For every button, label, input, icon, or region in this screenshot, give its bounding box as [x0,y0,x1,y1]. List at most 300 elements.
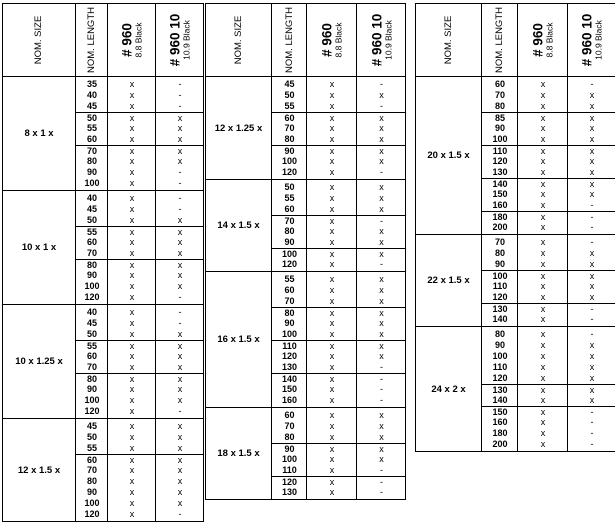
grade-8-8-cell: x [129,362,135,372]
grade-10-9-cell: x [589,179,595,189]
table-row [76,362,204,373]
length-cell: 45 [86,204,97,214]
length-cell: 90 [86,384,97,394]
length-cell: 60 [86,237,97,247]
length-cell: 60 [284,113,295,123]
grade-10-9-cell: x [379,193,384,203]
grade-10-9-cell: - [178,90,182,100]
length-cell: 50 [86,113,97,123]
nominal-size: 10 x 1 x [21,242,57,253]
grade-8-8-cell: x [129,329,135,339]
table-row [482,248,615,259]
table-row [482,200,615,211]
length-cell: 140 [492,179,508,189]
length-cell: 200 [492,439,508,449]
table-row [76,167,204,178]
column-divider [155,191,156,304]
size-group [416,235,615,327]
grade-8-8-cell: x [540,146,546,156]
length-cell: 55 [86,227,97,237]
nominal-size: 10 x 1.25 x [15,356,63,367]
table-row [482,351,615,362]
table-row [76,443,204,454]
length-cell: 70 [284,296,295,306]
length-cell: 80 [494,101,505,111]
length-cell: 70 [86,248,97,258]
header-product-960-10 [567,4,615,76]
grade-8-8-cell: x [540,167,546,177]
grade-8-8-cell: x [329,487,335,497]
size-group [206,77,405,180]
grade-8-8-cell: x [540,417,546,427]
length-rows [75,191,204,304]
length-cell: 50 [86,215,97,225]
grade-10-9-cell: - [590,439,594,449]
length-cell: 70 [86,465,97,475]
table-row [272,79,406,90]
length-cell: 80 [494,329,505,339]
grade-8-8-cell: x [129,421,135,431]
table-row [272,167,406,178]
header-nom-length [271,4,307,76]
grade-10-9-cell: - [380,79,383,89]
length-cell: 90 [86,487,97,497]
grade-8-8-cell: x [129,79,135,89]
header-nom-size [416,4,481,76]
grade-8-8-cell: x [329,182,335,192]
grade-8-8-cell: x [129,443,135,453]
length-cell: 35 [86,79,97,89]
header-nom-size [3,4,75,76]
grade-10-9-cell: x [177,362,183,372]
length-cell: 120 [84,292,100,302]
product-960-10-header: # 960 10 [579,13,595,67]
table-row [76,270,204,281]
column-divider [306,272,307,407]
grade-8-8-cell: x [329,134,335,144]
grade-10-9-cell: x [379,444,384,454]
grade-8-8-cell: x [329,249,335,259]
length-cell: 90 [284,146,295,156]
grade-8-8-cell: x [329,351,335,361]
header-product-960 [517,4,568,76]
grade-8-8-cell: x [129,248,135,258]
length-cell: 160 [492,200,508,210]
grade-8-8-cell: x [129,134,135,144]
grade-10-9-cell: x [589,351,595,361]
grade-10-9-cell: x [589,113,595,123]
table-row [272,134,406,145]
table-row [272,318,406,329]
table-row [76,465,204,476]
size-group [3,419,203,521]
spec-table-left [2,3,204,522]
grade-8-8-cell: x [540,395,546,405]
length-cell: 60 [284,410,295,420]
grade-10-9-cell: x [177,113,183,123]
table-row [272,123,406,134]
length-cell: 160 [281,395,298,405]
nominal-size: 8 x 1 x [24,128,54,139]
grade-10-9-cell: x [589,90,595,100]
grade-8-8-cell: x [540,90,546,100]
length-cell: 80 [284,432,295,442]
grade-8-8-cell: x [540,212,546,222]
length-cell: 100 [281,329,298,339]
table-row [76,384,204,395]
grade-10-9-cell: x [177,341,183,351]
grade-10-9-cell: - [178,101,182,111]
table-row [482,156,615,167]
table-row [272,487,406,498]
size-group [206,180,405,272]
grade-8-8-cell: x [329,421,335,431]
grade-10-9-cell: x [379,146,384,156]
grade-8-8-cell: x [540,79,546,89]
length-cell: 80 [86,476,97,486]
column-divider [107,77,108,190]
table-row [76,178,204,189]
length-cell: 110 [282,465,297,475]
table-row [482,134,615,145]
grade-10-9-cell: - [380,216,383,226]
grade-10-9-cell: x [177,270,183,280]
grade-8-8-cell: x [540,292,546,302]
table-row [272,285,406,296]
grade-10-9-cell: x [379,156,384,166]
length-cell: 100 [281,156,298,166]
size-group [3,191,203,305]
length-cell: 120 [492,156,508,166]
length-rows [481,235,615,326]
length-rows [481,77,615,234]
length-cell: 90 [284,318,295,328]
product-960-header: # 960 [530,23,546,57]
length-cell: 120 [281,477,298,487]
length-cell: 55 [284,101,295,111]
grade-8-8-cell: x [329,318,335,328]
grade-8-8-cell: x [329,308,335,318]
grade-10-9-cell: x [177,146,183,156]
grade-8-8-cell: x [329,444,335,454]
grade-8-8-cell: x [129,395,135,405]
grade-8-8-cell: x [329,341,335,351]
grade-8-8-cell: x [540,113,546,123]
grade-10-9-cell: - [380,374,383,384]
length-cell: 150 [281,384,298,394]
length-cell: 110 [492,362,508,372]
grade-8-8-cell: x [329,204,335,214]
table-row [272,259,406,270]
grade-8-8-cell: x [129,113,135,123]
product-960-header: # 960 [119,23,135,57]
grade-10-9-cell: - [380,395,383,405]
length-cell: 80 [86,374,97,384]
grade-10-9-cell: x [379,296,384,306]
nominal-size: 20 x 1.5 x [427,150,470,161]
grade-10-9-cell: x [177,215,183,225]
table-row [272,432,406,443]
nominal-size: 12 x 1.25 x [214,122,263,134]
length-cell: 60 [284,285,295,295]
grade-10-9-cell: x [177,329,183,339]
length-cell: 90 [284,237,295,247]
table-row [482,237,615,248]
grade-10-9-cell: x [379,226,384,236]
grade-10-9-cell: - [178,204,182,214]
length-cell: 110 [282,341,297,351]
length-cell: 70 [494,237,505,247]
grade-10-9-cell: - [590,314,594,324]
grade-10-9-cell: x [589,156,595,166]
grade-10-9-cell: x [177,374,183,384]
grade-8-8-cell: x [129,237,135,247]
table-row [76,329,204,340]
grade-8-8-cell: x [540,248,546,258]
length-cell: 100 [84,281,100,291]
table-row [76,134,204,145]
grade-8-8-cell: x [329,123,335,133]
grade-10-9-cell: x [177,237,183,247]
grade-10-9-cell: x [379,113,384,123]
table-row [482,373,615,384]
nominal-size: 12 x 1.5 x [17,464,61,476]
table-row [272,395,406,406]
grade-8-8-cell: x [540,362,546,372]
table-row [272,156,406,167]
grade-10-9-cell: - [380,259,383,269]
length-cell: 40 [86,307,97,317]
length-rows [75,305,204,418]
grade-8-8-cell: x [329,90,335,100]
grade-10-9-cell: - [178,292,182,302]
nom-size-header: NOM. SIZE [232,15,244,65]
grade-10-9-cell: x [589,101,595,111]
nom-length-header: NOM. LENGTH [494,7,506,73]
table-row [482,189,615,200]
table-row [76,421,204,432]
grade-10-9-cell: x [177,227,183,237]
length-cell: 150 [492,189,508,199]
grade-10-9-cell: x [177,351,183,361]
grade-8-8-cell: x [129,146,135,156]
grade-10-9-cell: - [380,101,383,111]
grade-8-8-cell: x [540,385,546,395]
grade-10-9-cell: - [380,487,383,497]
length-cell: 55 [86,123,97,133]
column-divider [155,77,156,190]
grade-8-8-cell: x [129,384,135,394]
size-group [416,327,615,451]
grade-8-8-cell: x [540,200,546,210]
nom-size-header: NOM. SIZE [442,15,454,65]
length-cell: 50 [86,432,97,442]
grade-8-8-cell: x [540,373,546,383]
grade-8-8-cell: x [540,329,546,339]
grade-10-9-cell: x [379,410,384,420]
length-cell: 100 [492,351,508,361]
grade-10-9-cell: x [589,248,595,258]
grade-8-8-cell: x [129,455,135,465]
grade-8-8-cell: x [129,90,135,100]
table-row [272,182,406,193]
column-divider [306,77,307,179]
table-row [272,101,406,112]
size-group [206,272,405,408]
column-divider [517,77,518,234]
grade-8-8-cell: x [329,216,335,226]
grade-8-8-cell: x [540,134,546,144]
column-divider [155,419,156,521]
grade-8-8-cell: x [129,476,135,486]
length-cell: 55 [284,274,295,284]
table-row [272,90,406,101]
grade-8-8-cell: x [329,465,335,475]
table-row [76,248,204,259]
header-product-960 [107,4,156,76]
table-row [76,395,204,406]
grade-10-9-cell: - [178,406,182,416]
grade-8-8-cell: x [540,439,546,449]
grade-10-9-cell: x [177,465,183,475]
grade-10-9-cell: x [177,432,183,442]
table-row [482,90,615,101]
grade-8-8-cell: x [329,237,335,247]
table-row [76,215,204,226]
grade-8-8-cell: x [129,498,135,508]
grade-10-9-cell: x [589,395,595,405]
table-row [482,222,615,233]
length-cell: 100 [281,454,298,464]
length-cell: 80 [494,248,505,258]
grade-8-8-cell: x [329,432,335,442]
grade-8-8-cell: x [329,193,335,203]
grade-8-8-cell: x [129,509,135,519]
grade-10-9-cell: x [379,454,384,464]
grade-8-8-cell: x [329,259,335,269]
length-cell: 120 [281,351,298,361]
grade-8-8-cell: x [129,227,135,237]
length-cell: 120 [281,259,298,269]
table-row [482,395,615,406]
table-row [482,79,615,90]
grade-10-9-cell: x [379,308,384,318]
header-nom-length [75,4,108,76]
table-row [76,90,204,101]
grade-10-9-cell: - [590,212,594,222]
table-row [76,281,204,292]
grade-8-8-cell: x [329,226,335,236]
length-cell: 120 [84,509,100,519]
length-cell: 50 [86,329,97,339]
grade-10-9-cell: x [589,340,595,350]
table-row [272,274,406,285]
table-row [272,204,406,215]
grade-8-8-cell: x [129,406,135,416]
table-row [76,193,204,204]
grade-10-9-cell: x [177,281,183,291]
header-product-960 [306,4,357,76]
grade-10-9-cell: x [589,281,595,291]
length-cell: 180 [492,428,508,438]
grade-10-9-cell: - [380,465,383,475]
grade-8-8-cell: x [129,101,135,111]
grade-10-9-cell: x [379,249,384,259]
grade-8-8-cell: x [129,260,135,270]
grade-10-9-cell: x [177,134,183,144]
grade-8-8-cell: x [540,428,546,438]
grade-8-8-cell: x [540,407,546,417]
column-divider [356,408,357,499]
header-product-960-10 [155,4,204,76]
grade-10-9-cell: - [178,167,182,177]
length-cell: 130 [492,167,508,177]
header-nom-length [481,4,518,76]
table-row [482,439,615,450]
grade-10-9-cell: x [177,421,183,431]
length-cell: 45 [86,421,97,431]
length-cell: 130 [281,362,298,372]
length-cell: 70 [284,216,295,226]
grade-8-8-cell: x [329,167,335,177]
product-960-10-header: # 960 10 [167,13,183,67]
table-header [206,4,405,77]
product-960-10-grade: 10.9 Black [593,20,604,60]
length-cell: 70 [86,362,97,372]
column-divider [356,180,357,271]
product-960-grade: 8.8 Black [544,22,555,58]
grade-8-8-cell: x [329,362,335,372]
grade-8-8-cell: x [129,193,135,203]
length-cell: 80 [86,156,97,166]
grade-10-9-cell: x [589,123,595,133]
grade-10-9-cell: - [178,509,182,519]
length-cell: 200 [492,222,508,232]
grade-8-8-cell: x [329,329,335,339]
spec-table-middle [205,3,406,500]
grade-8-8-cell: x [540,281,546,291]
column-divider [107,191,108,304]
grade-8-8-cell: x [129,215,135,225]
grade-10-9-cell: x [177,156,183,166]
length-cell: 140 [281,374,298,384]
length-cell: 90 [86,270,97,280]
length-cell: 120 [84,406,100,416]
length-cell: 45 [86,101,97,111]
grade-10-9-cell: - [590,417,594,427]
grade-10-9-cell: - [178,79,182,89]
length-cell: 110 [492,281,508,291]
grade-8-8-cell: x [540,101,546,111]
length-cell: 100 [84,178,100,188]
length-cell: 160 [492,417,508,427]
grade-8-8-cell: x [329,274,335,284]
product-960-grade: 8.8 Black [133,22,144,58]
table-header [3,4,203,77]
length-rows [271,180,406,271]
size-group [3,305,203,419]
grade-10-9-cell: - [590,407,594,417]
size-group [3,77,203,191]
grade-8-8-cell: x [329,285,335,295]
grade-10-9-cell: x [177,384,183,394]
table-row [482,329,615,340]
column-divider [517,327,518,451]
length-cell: 70 [86,146,97,156]
grade-8-8-cell: x [540,314,546,324]
length-cell: 80 [284,308,295,318]
length-cell: 60 [86,455,97,465]
